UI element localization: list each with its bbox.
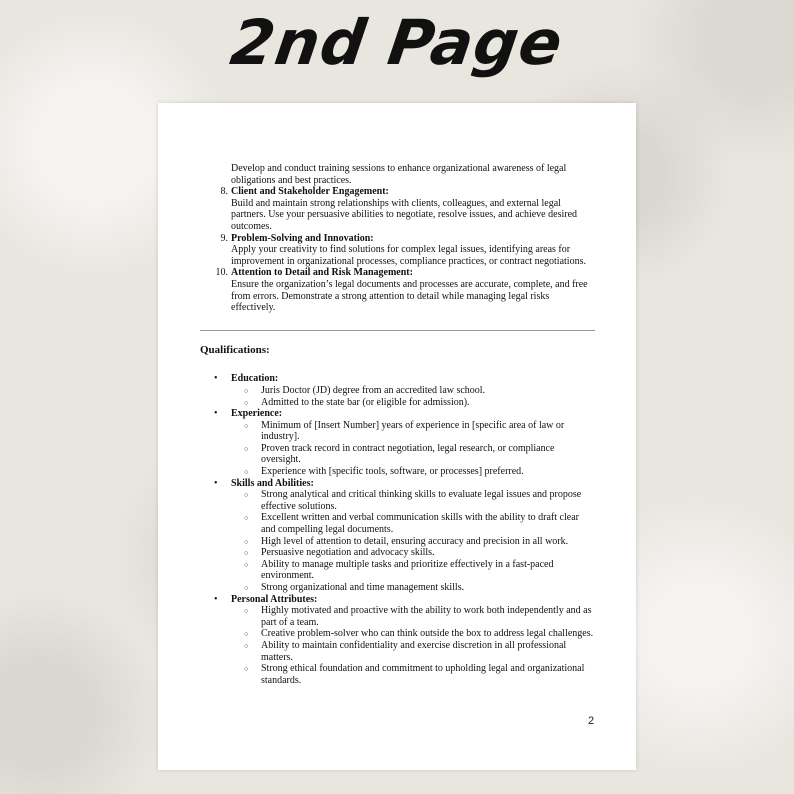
- circle-bullet-icon: ○: [244, 386, 249, 395]
- group-title: Skills and Abilities:: [231, 477, 314, 489]
- item-number: 10.: [215, 267, 228, 279]
- list-item: [231, 420, 595, 443]
- list-item: [231, 582, 595, 594]
- item-text: Experience with [specific tools, software, or processes] preferred.: [261, 466, 524, 478]
- document-page: [158, 103, 636, 770]
- responsibilities-list: [200, 186, 595, 314]
- list-item: [200, 267, 595, 313]
- qualifications-list: [200, 373, 595, 686]
- circle-bullet-icon: ○: [244, 421, 249, 430]
- section-divider: [200, 330, 595, 331]
- list-item: [231, 489, 595, 512]
- list-item: [231, 385, 595, 397]
- list-item: [231, 512, 595, 535]
- list-item: [231, 547, 595, 559]
- list-item: [231, 628, 595, 640]
- qualification-group: [200, 478, 595, 594]
- item-body: Apply your creativity to find solutions for complex legal issues, identifying areas for improvement in organizational processes, compliance practices, or contract negotiations.: [231, 244, 586, 267]
- item-text: Strong organizational and time management skills.: [261, 582, 465, 593]
- item-text: Highly motivated and proactive with the ability to work both independently and as part of a team.: [261, 605, 592, 628]
- continuation-text: Develop and conduct training sessions to enhance organizational awareness of legal obligations and best practices.: [231, 163, 567, 186]
- item-text: Persuasive negotiation and advocacy skills.: [261, 547, 435, 559]
- circle-bullet-icon: ○: [244, 641, 249, 650]
- item-title: Client and Stakeholder Engagement:: [231, 186, 389, 198]
- circle-bullet-icon: ○: [244, 584, 249, 592]
- page-number: 2: [588, 715, 595, 727]
- circle-bullet-icon: ○: [244, 560, 249, 569]
- list-item: [231, 443, 595, 466]
- list-item: [200, 186, 595, 232]
- list-item: [231, 640, 595, 663]
- item-title: Problem-Solving and Innovation:: [231, 232, 374, 244]
- sub-list: [231, 605, 595, 686]
- item-text: Ability to maintain confidentiality and exercise discretion in all professional matters.: [261, 639, 567, 663]
- group-title: Experience:: [231, 408, 283, 420]
- item-text: Proven track record in contract negotiation, legal research, or compliance oversight.: [261, 442, 555, 466]
- list-item: [231, 663, 595, 686]
- qualification-group: [200, 408, 595, 478]
- item-text: Excellent written and verbal communication skills with the ability to draft clear and compelling legal documents.: [261, 512, 579, 536]
- item-body: Ensure the organization’s legal documents and processes are accurate, complete, and free from errors. Demonstrate a strong attention to detail while managing legal risks effectively.: [231, 278, 588, 314]
- circle-bullet-icon: ○: [244, 468, 249, 477]
- list-item: [231, 559, 595, 582]
- circle-bullet-icon: ○: [244, 491, 249, 500]
- list-item: [231, 466, 595, 478]
- circle-bullet-icon: ○: [244, 537, 249, 546]
- item-text: Admitted to the state bar (or eligible for admission).: [261, 396, 470, 408]
- item-text: Strong ethical foundation and commitment to upholding legal and organizational standards.: [261, 663, 585, 686]
- item-text: Juris Doctor (JD) degree from an accredited law school.: [261, 384, 486, 396]
- list-item: [231, 536, 595, 548]
- item-text: Minimum of [Insert Number] years of experience in [specific area of law or industry].: [261, 419, 565, 443]
- bullet-icon: •: [214, 477, 218, 489]
- item-text: Creative problem-solver who can think outside the box to address legal challenges.: [261, 628, 594, 640]
- header-title: 2nd Page: [226, 6, 568, 79]
- circle-bullet-icon: ○: [244, 444, 249, 453]
- circle-bullet-icon: ○: [244, 607, 249, 616]
- sub-list: [231, 489, 595, 593]
- item-text: Strong analytical and critical thinking skills to evaluate legal issues and propose effective solutions.: [261, 489, 582, 512]
- item-body: Build and maintain strong relationships with clients, colleagues, and external legal partners. Use your persuasive abilities to negotiate, resolve issues, and achieve desired outcomes.: [231, 197, 578, 232]
- document-content: [200, 163, 595, 686]
- circle-bullet-icon: ○: [244, 398, 249, 407]
- circle-bullet-icon: ○: [244, 630, 249, 639]
- item-text: High level of attention to detail, ensuring accuracy and precision in all work.: [261, 535, 569, 547]
- circle-bullet-icon: ○: [244, 549, 249, 558]
- bullet-icon: •: [214, 593, 218, 605]
- item-number: 9.: [220, 232, 228, 244]
- circle-bullet-icon: ○: [244, 514, 249, 523]
- bullet-icon: •: [214, 408, 218, 420]
- item-text: Ability to manage multiple tasks and prioritize effectively in a fast-paced environment.: [261, 558, 554, 582]
- qualifications-heading: Qualifications:: [200, 343, 270, 356]
- group-title: Education:: [231, 373, 279, 385]
- qualification-group: [200, 594, 595, 687]
- item-number: 8.: [220, 186, 228, 198]
- bullet-icon: •: [214, 373, 218, 385]
- sub-list: [231, 420, 595, 478]
- sub-list: [231, 385, 595, 408]
- circle-bullet-icon: ○: [244, 665, 249, 674]
- item-title: Attention to Detail and Risk Management:: [231, 267, 413, 279]
- qualification-group: [200, 373, 595, 408]
- group-title: Personal Attributes:: [231, 593, 318, 605]
- list-item: [231, 605, 595, 628]
- list-item: [231, 397, 595, 409]
- list-item: [200, 233, 595, 268]
